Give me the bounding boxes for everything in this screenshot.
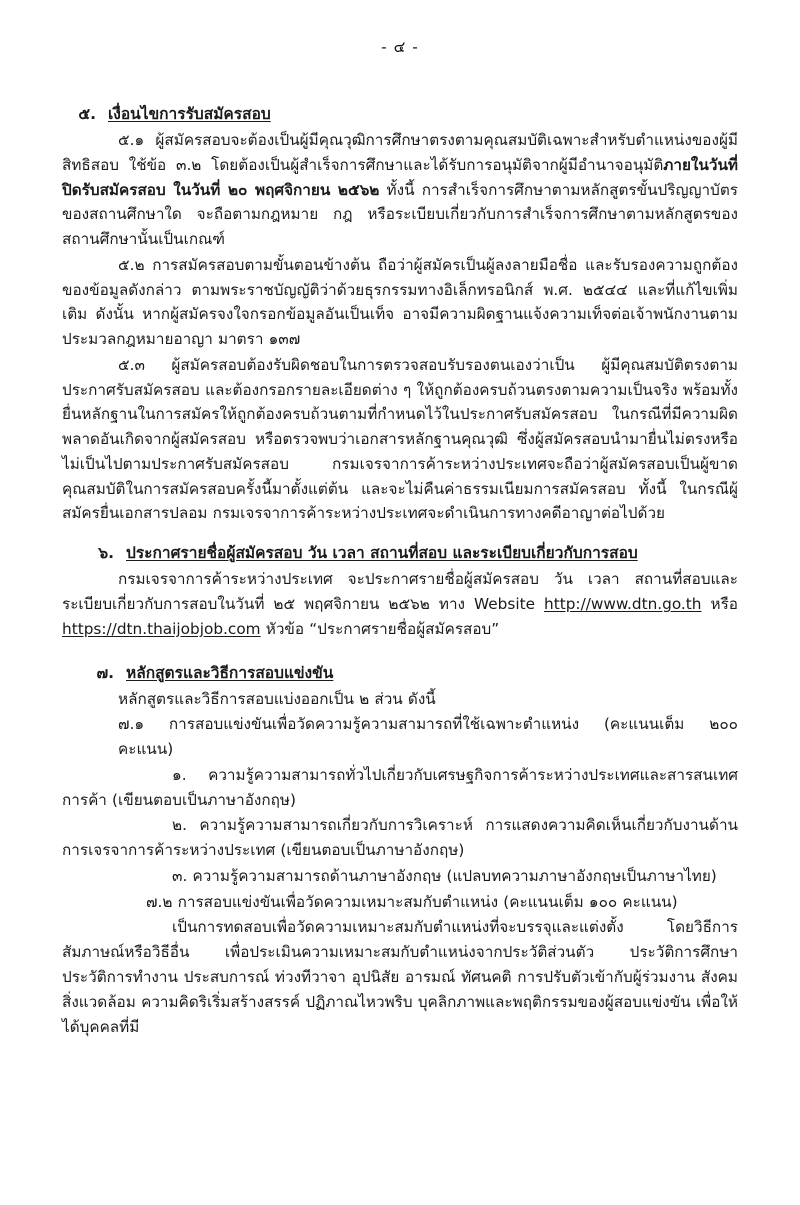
para-5-1-run-1: ภายในวันที่ปิดรับสมัครสอบ ในวันที่ ๒๐ พฤศจิกายน ๒๕๖๒ bbox=[62, 155, 738, 199]
section-6-title: ประกาศรายชื่อผู้สมัครสอบ วัน เวลา สถานที่สอบ และระเบียบเกี่ยวกับการสอบ bbox=[126, 544, 638, 563]
section-5 bbox=[62, 101, 738, 526]
para-7-1-run-0: ๗.๑ การสอบแข่งขันเพื่อวัดความรู้ความสามารถที่ใช้เฉพาะตำแหน่ง (คะแนนเต็ม ๒๐๐ คะแนน) bbox=[118, 715, 738, 759]
para-5-2-run-0: ๕.๒ การสมัครสอบตามขั้นตอนข้างต้น ถือว่าผู้สมัครเป็นผู้ลงลายมือชื่อ และรับรองความถูกต้องของข้อมูลดังกล่าว ตามพระราชบัญญัติว่าด้วยธุรกรรมทางอิเล็กทรอนิกส์ พ.ศ. ๒๕๔๔ และที่แก้ไขเพิ่มเติม ดังนั้น หากผู้สมัครจงใจกรอกข้อมูลอันเป็นเท็จ อาจมีความผิดฐานแจ้งความเท็จต่อเจ้าพนักงานตามประมวลกฎหมายอาญา มาตรา ๑๓๗ bbox=[62, 255, 738, 349]
paragraph-7-1-item-2 bbox=[62, 813, 738, 863]
para-6-1-run-0: กรมเจรจาการค้าระหว่างประเทศ จะประกาศรายชื่อผู้สมัครสอบ วัน เวลา สถานที่สอบและระเบียบเกี่ยวกับการสอบในวันที่ ๒๕ พฤศจิกายน ๒๕๖๒ ทาง Website bbox=[62, 570, 738, 614]
section-5-title: เงื่อนไขการรับสมัครสอบ bbox=[108, 105, 271, 123]
para-7-1-item-1-run-0: ๑. ความรู้ความสามารถทั่วไปเกี่ยวกับเศรษฐกิจการค้าระหว่างประเทศและสารสนเทศการค้า (เขียนตอบเป็นภาษาอังกฤษ) bbox=[62, 765, 738, 809]
section-7-title: หลักสูตรและวิธีการสอบแข่งขัน bbox=[126, 663, 334, 682]
para-5-1-run-2: ทั้งนี้ การสำเร็จการศึกษาตามหลักสูตรขั้นปริญญาบัตรของสถานศึกษาใด จะถือตามกฎหมาย กฎ หรือระเบียบเกี่ยวกับการสำเร็จการศึกษาตามหลักสูตรของสถานศึกษานั้นเป็นเกณฑ์ bbox=[62, 180, 738, 249]
para-6-1-run-2: หรือ bbox=[701, 595, 738, 614]
section-6-number: ๖. bbox=[98, 544, 114, 563]
section-7 bbox=[62, 660, 738, 1040]
section-7-heading bbox=[62, 660, 738, 685]
para-7-1-item-2-run-0: ๒. ความรู้ความสามารถเกี่ยวกับการวิเคราะห์ การแสดงความคิดเห็นเกี่ยวกับงานด้านการเจรจาการค้าระหว่างประเทศ (เขียนตอบเป็นภาษาอังกฤษ) bbox=[62, 816, 738, 860]
para-7-1-item-3-run-0: ๓. ความรู้ความสามารถด้านภาษาอังกฤษ (แปลบทความภาษาอังกฤษเป็นภาษาไทย) bbox=[172, 866, 717, 885]
dtn-website-link[interactable]: http://www.dtn.go.th bbox=[544, 595, 702, 614]
section-7-number: ๗. bbox=[96, 663, 114, 682]
section-6-heading bbox=[62, 540, 738, 565]
section-5-number: ๕. bbox=[78, 105, 96, 123]
paragraph-7-1 bbox=[62, 712, 738, 762]
paragraph-7-1-item-1 bbox=[62, 763, 738, 813]
para-7-2-body-run-0: เป็นการทดสอบเพื่อวัดความเหมาะสมกับตำแหน่งที่จะบรรจุและแต่งตั้ง โดยวิธีการสัมภาษณ์หรือวิธีอื่น เพื่อประเมินความเหมาะสมกับตำแหน่งจากประวัติส่วนตัว ประวัติการศึกษา ประวัติการทำงาน ประสบการณ์ ท่วงทีวาจา อุปนิสัย อารมณ์ ทัศนคติ การปรับตัวเข้ากับผู้ร่วมงาน สังคม สิ่งแวดล้อม ความคิดริเริ่มสร้างสรรค์ ปฏิภาณไหวพริบ บุคลิกภาพและพฤติกรรมของผู้สอบแข่งขัน เพื่อให้ได้บุคคลที่มี bbox=[62, 918, 738, 1036]
para-5-1-run-0: ๕.๑ ผู้สมัครสอบจะต้องเป็นผู้มีคุณวุฒิการศึกษาตรงตามคุณสมบัติเฉพาะสำหรับตำแหน่งของผู้มีสิทธิสอบ ใช้ข้อ ๓.๒ โดยต้องเป็นผู้สำเร็จการศึกษาและได้รับการอนุมัติจากผู้มีอำนาจอนุมัติ bbox=[62, 131, 738, 174]
paragraph-5-2 bbox=[62, 253, 738, 352]
paragraph-6-1 bbox=[62, 567, 738, 641]
paragraph-7-2-body bbox=[62, 915, 738, 1039]
section-5-heading bbox=[62, 101, 738, 126]
thaijobjob-link[interactable]: https://dtn.thaijobjob.com bbox=[62, 619, 261, 638]
para-7-intro-run-0: หลักสูตรและวิธีการสอบแบ่งออกเป็น ๒ ส่วน ดังนี้ bbox=[118, 689, 436, 708]
page-number: - ๔ - bbox=[381, 38, 419, 56]
para-7-2-run-0: ๗.๒ การสอบแข่งขันเพื่อวัดความเหมาะสมกับตำแหน่ง (คะแนนเต็ม ๑๐๐ คะแนน) bbox=[146, 892, 678, 911]
section-6 bbox=[62, 540, 738, 641]
para-6-1-run-4: หัวข้อ “ประกาศรายชื่อผู้สมัครสอบ” bbox=[260, 619, 500, 638]
para-5-3-run-0: ๕.๓ ผู้สมัครสอบต้องรับผิดชอบในการตรวจสอบรับรองตนเองว่าเป็น ผู้มีคุณสมบัติตรงตามประกาศรับสมัครสอบ และต้องกรอกรายละเอียดต่าง ๆ ให้ถูกต้องครบถ้วนตรงตามความเป็นจริง พร้อมทั้งยื่นหลักฐานในการสมัครให้ถูกต้องครบถ้วนตามที่กำหนดไว้ในประกาศรับสมัครสอบ ในกรณีที่มีความผิดพลาดอันเกิดจากผู้สมัครสอบ หรือตรวจพบว่าเอกสารหลักฐานคุณวุฒิ ซึ่งผู้สมัครสอบนำมายื่นไม่ตรงหรือไม่เป็นไปตามประกาศรับสมัครสอบ กรมเจรจาการค้าระหว่างประเทศจะถือว่าผู้สมัครสอบเป็นผู้ขาดคุณสมบัติในการสมัครสอบครั้งนี้มาตั้งแต่ต้น และจะไม่คืนค่าธรรมเนียมการสมัครสอบ ทั้งนี้ ในกรณีผู้สมัครยื่นเอกสารปลอม กรมเจรจาการค้าระหว่างประเทศจะดำเนินการทางคดีอาญาต่อไปด้วย bbox=[62, 355, 738, 523]
paragraph-7-intro bbox=[62, 687, 738, 712]
paragraph-5-3 bbox=[62, 353, 738, 526]
paragraph-5-1 bbox=[62, 128, 738, 252]
paragraph-7-1-item-3 bbox=[62, 864, 738, 889]
paragraph-7-2 bbox=[62, 890, 738, 915]
